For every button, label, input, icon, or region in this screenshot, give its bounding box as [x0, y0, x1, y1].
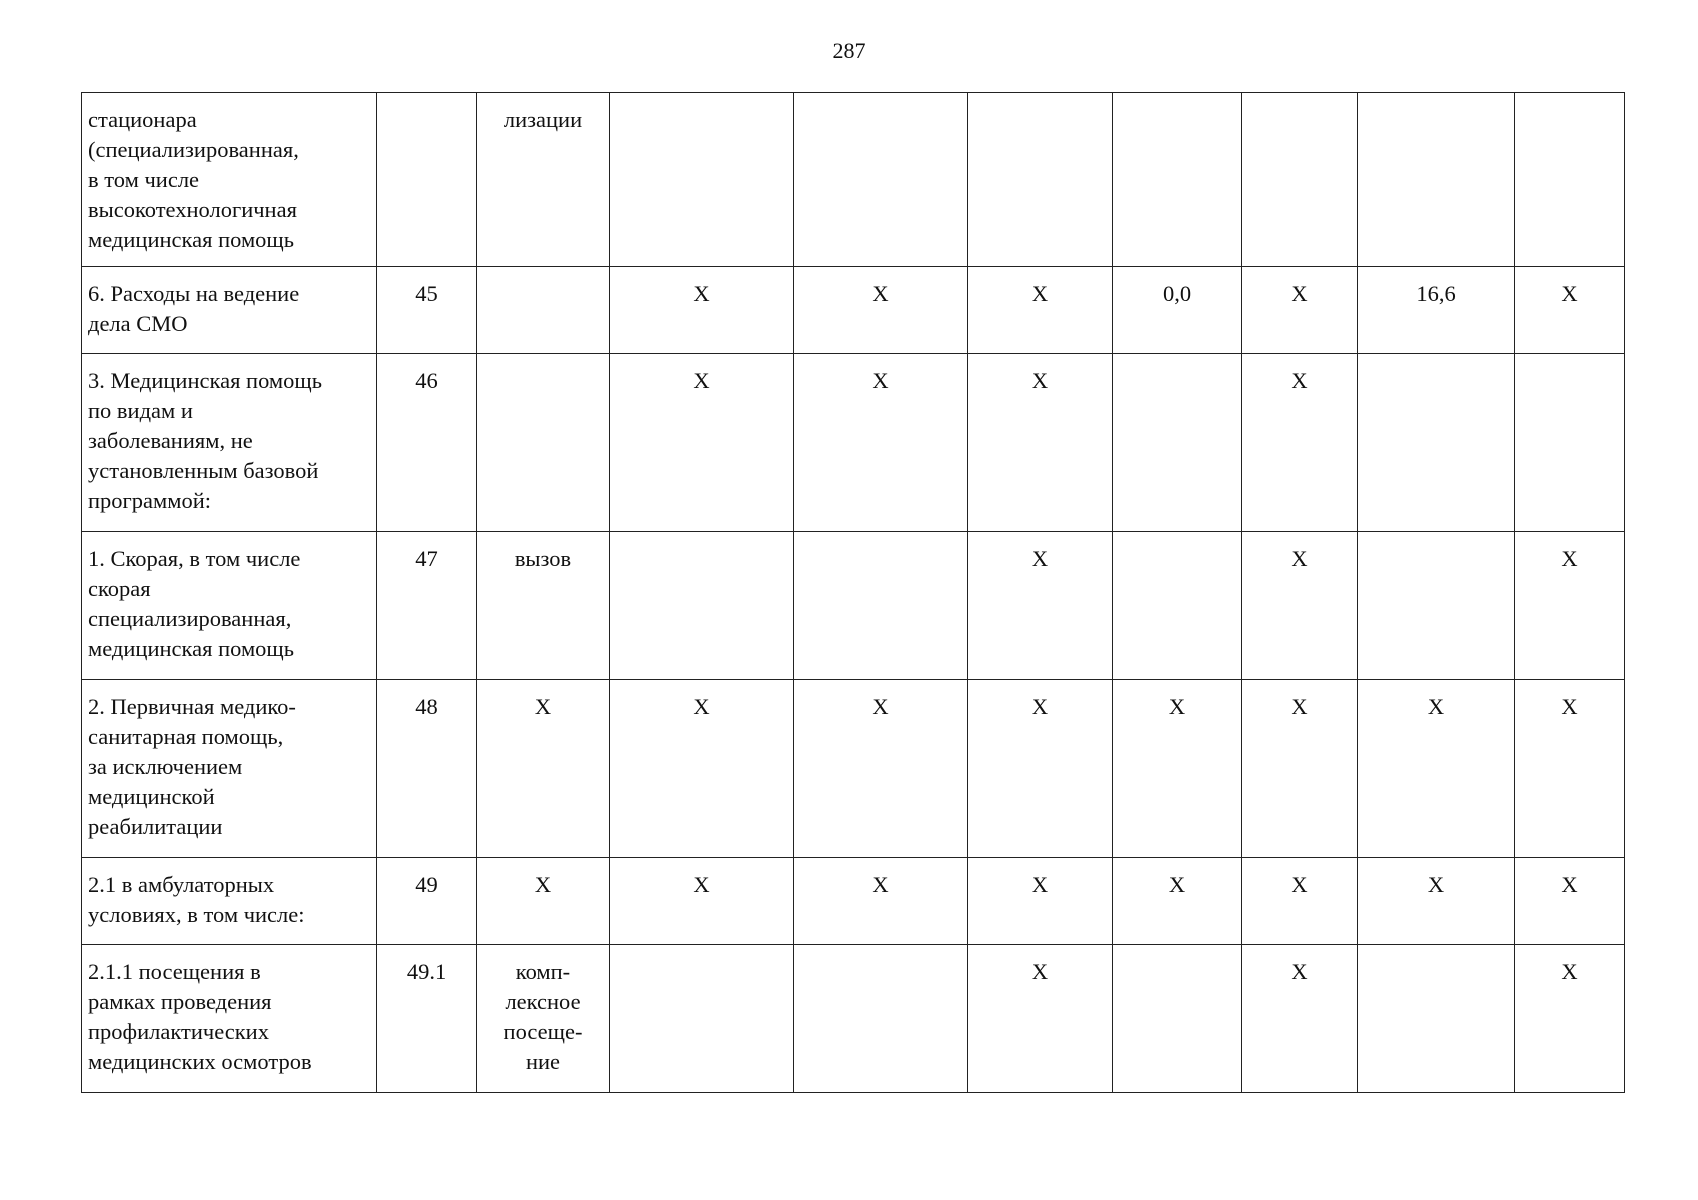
row-label-cell: 2.1.1 посещения в рамках проведения профилактических медицинских осмотров [82, 945, 377, 1093]
row-code-cell [377, 93, 477, 267]
table-cell: 16,6 [1358, 267, 1515, 354]
table-cell [610, 532, 794, 680]
table-cell: X [968, 532, 1113, 680]
table-cell: X [610, 680, 794, 858]
row-code-cell: 49 [377, 858, 477, 945]
row-code-cell: 49.1 [377, 945, 477, 1093]
row-code-cell: 46 [377, 354, 477, 532]
table-cell: X [794, 858, 968, 945]
table-cell [1242, 93, 1358, 267]
table-row [82, 93, 1625, 267]
row-unit-cell: вызов [477, 532, 610, 680]
table-cell [1515, 354, 1625, 532]
table-cell: X [1242, 858, 1358, 945]
row-unit-cell: X [477, 858, 610, 945]
table-cell: X [794, 680, 968, 858]
row-unit-cell [477, 267, 610, 354]
table-cell: X [1242, 945, 1358, 1093]
page-number: 287 [832, 38, 866, 63]
row-unit-cell: комп- лексное посеще- ние [477, 945, 610, 1093]
row-unit-cell: X [477, 680, 610, 858]
table-cell [1113, 532, 1242, 680]
table-cell [1358, 945, 1515, 1093]
table-cell: X [968, 858, 1113, 945]
table-cell: X [1242, 354, 1358, 532]
table-cell [1113, 945, 1242, 1093]
table-cell: X [794, 267, 968, 354]
table-row [82, 354, 1625, 532]
table-cell: X [610, 267, 794, 354]
table-cell [1358, 354, 1515, 532]
row-unit-cell [477, 354, 610, 532]
table-cell: X [1358, 680, 1515, 858]
table-row [82, 267, 1625, 354]
table-cell: X [1515, 945, 1625, 1093]
table-cell: X [610, 858, 794, 945]
table-cell: X [1515, 858, 1625, 945]
row-label-cell: 2. Первичная медико- санитарная помощь, за исключением медицинской реабилитации [82, 680, 377, 858]
table-cell: X [968, 680, 1113, 858]
table-cell [794, 945, 968, 1093]
data-table [81, 92, 1625, 1093]
table-cell: X [968, 945, 1113, 1093]
table-cell: X [794, 354, 968, 532]
table-cell [1113, 354, 1242, 532]
table-cell: X [1242, 267, 1358, 354]
table-cell: X [1358, 858, 1515, 945]
row-code-cell: 45 [377, 267, 477, 354]
row-code-cell: 47 [377, 532, 477, 680]
table-cell: X [1515, 532, 1625, 680]
table-cell [1113, 93, 1242, 267]
table-cell: 0,0 [1113, 267, 1242, 354]
table-cell: X [1515, 267, 1625, 354]
table-cell: X [1113, 680, 1242, 858]
table-row [82, 680, 1625, 858]
table-cell [610, 93, 794, 267]
row-code-cell: 48 [377, 680, 477, 858]
row-label-cell: 6. Расходы на ведение дела СМО [82, 267, 377, 354]
table-cell: X [968, 267, 1113, 354]
row-label-cell: 3. Медицинская помощь по видам и заболеваниям, не установленным базовой программой: [82, 354, 377, 532]
table-cell: X [1515, 680, 1625, 858]
table-cell: X [610, 354, 794, 532]
row-label-cell: 2.1 в амбулаторных условиях, в том числе: [82, 858, 377, 945]
table-cell [794, 532, 968, 680]
table-cell [1358, 532, 1515, 680]
table-cell: X [1242, 680, 1358, 858]
table-cell: X [1113, 858, 1242, 945]
row-label-cell: 1. Скорая, в том числе скорая специализированная, медицинская помощь [82, 532, 377, 680]
table-row [82, 858, 1625, 945]
table-row [82, 945, 1625, 1093]
row-label-cell: стационара (специализированная, в том числе высокотехнологичная медицинская помощь [82, 93, 377, 267]
table-row [82, 532, 1625, 680]
table-cell: X [1242, 532, 1358, 680]
table-cell [1358, 93, 1515, 267]
table-cell [1515, 93, 1625, 267]
table-cell [610, 945, 794, 1093]
row-unit-cell: лизации [477, 93, 610, 267]
table-cell [968, 93, 1113, 267]
table-cell: X [968, 354, 1113, 532]
table-cell [794, 93, 968, 267]
